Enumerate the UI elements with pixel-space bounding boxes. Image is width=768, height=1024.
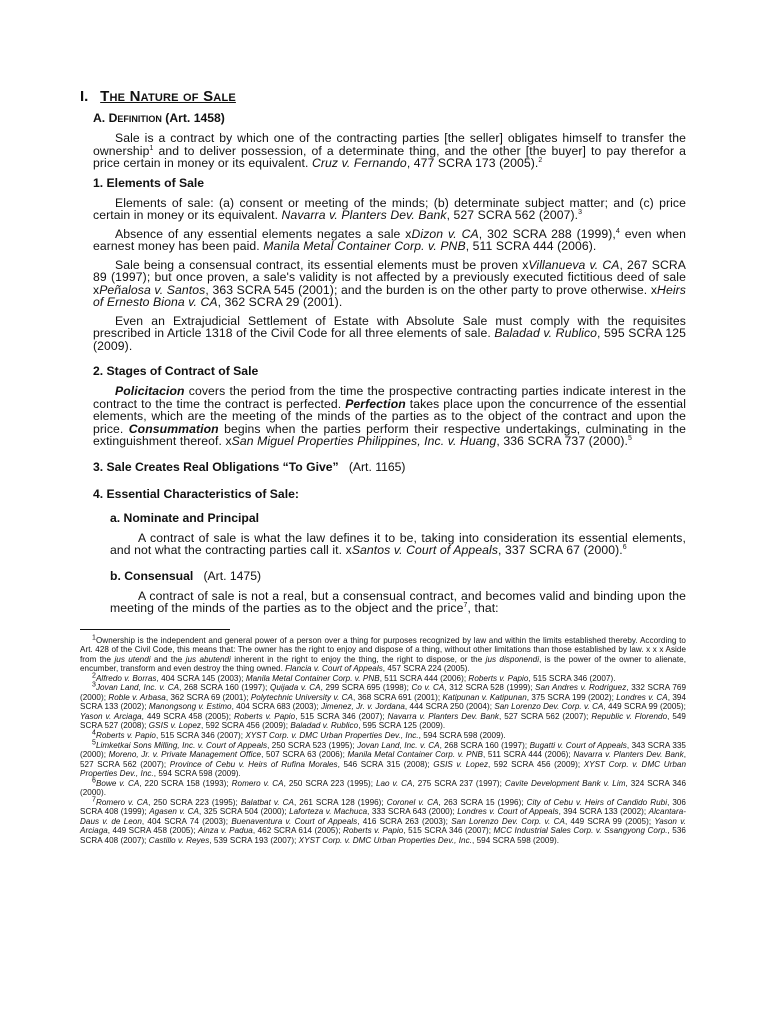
footnote-4: $^4$Roberts v. Papio, 515 SCRA 346 (2007); XYST Corp. v. DMC Urban Properties Dev., Inc., 594 SCRA 598 (2009). — [92, 729, 506, 740]
definition-paragraph: Sale is a contract by which one of the contracting parties [the seller] obligates himself to transfer the ownership$^1$ and to deliver possession, of a determinate thing, and the other [the buyer] to pay therefor a price certain in money or its equivalent. Cruz v. Fernando, 477 SCRA 173 (2005).$^2$ — [93, 131, 686, 170]
nominate-paragraph: A contract of sale is what the law defines it to be, taking into consideration its essential elements, and not what the contracting parties call it. xSantos v. Court of Appeals, 337 SCRA 67 (2000).$^6$ — [110, 530, 686, 557]
footnote-6: $^6$Bowe v. CA, 220 SCRA 158 (1993); Romero v. CA, 250 SCRA 223 (1995); Lao v. CA, 275 SCRA 237 (1997); Cavite Development Bank v. Lim, 324 SCRA 346 (2000). — [80, 777, 687, 798]
term-consummation: Consummation — [128, 421, 219, 436]
case-citation: Santos v. Court of Appeals — [351, 543, 499, 557]
case-citation: Villanueva v. CA — [528, 257, 620, 272]
section-3-article: (Art. 1165) — [348, 459, 406, 474]
footnote-7: $^7$Romero v. CA, 250 SCRA 223 (1995); Balatbat v. CA, 261 SCRA 128 (1996); Coronel v. CA, 263 SCRA 15 (1996); City of Cebu v. Heirs of Candido Rubi, 306 SCRA 408 (1999); Agasen v. CA, 325 SCRA 504 (2000); Laforteza v. Machuca, 333 SCRA 643 (2000); Londres v. Court of Appeals, 394 SCRA 133 (2002); Alcantara-Daus v. de Leon, 404 SCRA 74 (2003); Buenaventura v. Court of Appeals, 416 SCRA 263 (2003); San Lorenzo Dev. Corp. v. CA, 449 SCRA 99 (2005); Yason v. Arciaga, 449 SCRA 458 (2005); Ainza v. Padua, 462 SCRA 614 (2005); Roberts v. Papio, 515 SCRA 346 (2007); MCC Industrial Sales Corp. v. Ssangyong Corp., 536 SCRA 408 (2007); Castillo v. Reyes, 539 SCRA 193 (2007); XYST Corp. v. DMC Urban Properties Dev., Inc., 594 SCRA 598 (2009). — [80, 796, 687, 845]
section-a-heading — [93, 111, 686, 125]
footnote-ref-3: 3 — [578, 208, 583, 216]
elements-paragraph-1: Elements of sale: (a) consent or meeting of the minds; (b) determinate subject matter; and (c) price certain in money or its equivalent. Navarra v. Planters Dev. Bank, 527 SCRA 562 (2007).$^3$ — [93, 195, 686, 222]
case-citation: Baladad v. Rublico — [494, 326, 598, 340]
term-policitacion: Policitacion — [115, 384, 185, 398]
case-citation: Cruz v. Fernando — [311, 156, 407, 170]
section-4a-heading: a. Nominate and Principal — [110, 510, 259, 525]
elements-paragraph-2: Absence of any essential elements negates a sale xDizon v. CA, 302 SCRA 288 (1999),$^4$ even when earnest money has been paid. Manila Metal Container Corp. v. PNB, 511 SCRA 444 (2006). — [93, 226, 686, 253]
case-citation: Navarra v. Planters Dev. Bank — [281, 208, 447, 222]
footnotes — [80, 633, 687, 846]
section-2-heading: 2. Stages of Contract of Sale — [93, 364, 259, 378]
footnote-3: $^3$Jovan Land, Inc. v. CA, 268 SCRA 160 (1997); Quijada v. CA, 299 SCRA 695 (1998); Co v. CA, 312 SCRA 528 (1999); San Andres v. Rodriguez, 332 SCRA 769 (2000); Roble v. Arbasa, 362 SCRA 69 (2001); Polytechnic University v. CA, 368 SCRA 691 (2001); Katipunan v. Katipunan, 375 SCRA 199 (2002); Londres v. CA, 394 SCRA 133 (2002); Manongsong v. Estimo, 404 SCRA 683 (2003); Jimenez, Jr. v. Jordana, 444 SCRA 250 (2004); San Lorenzo Dev. Corp. v. CA, 449 SCRA 99 (2005); Yason v. Arciaga, 449 SCRA 458 (2005); Roberts v. Papio, 515 SCRA 346 (2007); Navarra v. Planters Dev. Bank, 527 SCRA 562 (2007); Republic v. Florendo, 549 SCRA 527 (2008); GSIS v. Lopez, 592 SCRA 456 (2009); Baladad v. Rublico, 595 SCRA 125 (2009). — [80, 681, 687, 731]
case-citation: Dizon v. CA — [411, 226, 479, 241]
elements-paragraph-4: Even an Extrajudicial Settlement of Estate with Absolute Sale must comply with the requisites prescribed in Article 1318 of the Civil Code for all three elements of sale. Baladad v. Rublico, 595 SCRA 125 (2009). — [93, 313, 686, 353]
footnote-ref-6: 6 — [622, 543, 627, 551]
section-a-article: (Art. 1458) — [165, 111, 225, 125]
footnote-1: $^1$Ownership is the independent and general power of a person over a thing for purposes recognized by law and within the limits established thereby. According to Art. 428 of the Civil Code, this means that: The owner has the right to enjoy and dispose of a thing, without other limitations than those established by law. x x x Aside from the jus utendi and the jus abutendi inherent in the right to enjoy the thing, the right to dispose, or the jus disponendi, is the power of the owner to alienate, encumber, transform and even destroy the thing owned. Flancia v. Court of Appeals, 457 SCRA 224 (2005). — [80, 633, 687, 674]
consensual-paragraph: A contract of sale is not a real, but a consensual contract, and becomes valid and binding upon the meeting of the minds of the parties as to the object and the price$^7$, that: — [110, 588, 686, 615]
footnote-2: $^2$Alfredo v. Borras, 404 SCRA 145 (2003); Manila Metal Container Corp. v. PNB, 511 SCRA 444 (2006); Roberts v. Papio, 515 SCRA 346 (2007). — [92, 672, 616, 683]
case-citation: Heirs of Ernesto Biona v. CA — [93, 282, 686, 309]
section-1-heading: 1. Elements of Sale — [93, 175, 205, 190]
section-4b-article: (Art. 1475) — [203, 568, 262, 583]
footnote-ref-2: 2 — [538, 156, 543, 164]
section-a-label: A. Definition — [93, 111, 162, 125]
footnote-5: $^5$Limketkai Sons Milling, Inc. v. Court of Appeals, 250 SCRA 523 (1995); Jovan Land, Inc. v. CA, 268 SCRA 160 (1997); Bugatti v. Court of Appeals, 343 SCRA 335 (2000); Moreno, Jr. v. Private Management Office, 507 SCRA 63 (2006); Manila Metal Container Corp. v. PNB, 511 SCRA 444 (2006); Navarra v. Planters Dev. Bank, 527 SCRA 562 (2007); Province of Cebu v. Heirs of Rufina Morales, 546 SCRA 315 (2008); GSIS v. Lopez, 592 SCRA 456 (2009); XYST Corp. v. DMC Urban Properties Dev., Inc., 594 SCRA 598 (2009). — [80, 738, 687, 779]
chapter-heading — [80, 88, 686, 105]
section-4b-heading: b. Consensual (Art. 1475) — [110, 568, 262, 583]
case-citation: San Miguel Properties Philippines, Inc. v. Huang — [231, 434, 497, 448]
case-citation: Peñalosa v. Santos — [99, 282, 206, 297]
case-citation: Manila Metal Container Corp. v. PNB — [263, 239, 466, 253]
chapter-number: I. — [80, 88, 89, 105]
footnote-ref-1: 1 — [149, 144, 154, 152]
footnote-ref-5: 5 — [628, 434, 632, 442]
section-4-heading: 4. Essential Characteristics of Sale: — [93, 486, 299, 501]
chapter-title: The Nature of Sale — [100, 88, 236, 105]
stages-paragraph: Policitacion covers the period from the time the prospective contracting parties indicate interest in the contract to the time the contract is perfected. Perfection takes place upon the concurrence of the essential elements, which are the meeting of the minds of the parties as to the object of the contract and upon the price. Consummation begins when the parties perform their respective undertakings, culminating in the extinguishment thereof. xSan Miguel Properties Philippines, Inc. v. Huang, 336 SCRA 737 (2000).$^5$ — [93, 384, 686, 448]
term-perfection: Perfection — [345, 396, 406, 411]
section-3-heading: 3. Sale Creates Real Obligations “To Give” (Art. 1165) — [93, 459, 406, 474]
elements-paragraph-3: Sale being a consensual contract, its essential elements must be proven xVillanueva v. CA, 267 SCRA 89 (1997); but once proven, a sale's validity is not affected by a previously executed fictitious deed of sale xPeñalosa v. Santos, 363 SCRA 545 (2001); and the burden is on the other party to prove otherwise. xHeirs of Ernesto Biona v. CA, 362 SCRA 29 (2001). — [93, 257, 686, 309]
footnote-separator — [80, 629, 230, 630]
footnote-ref-4: 4 — [615, 227, 620, 235]
footnote-ref-7: 7 — [463, 601, 468, 609]
